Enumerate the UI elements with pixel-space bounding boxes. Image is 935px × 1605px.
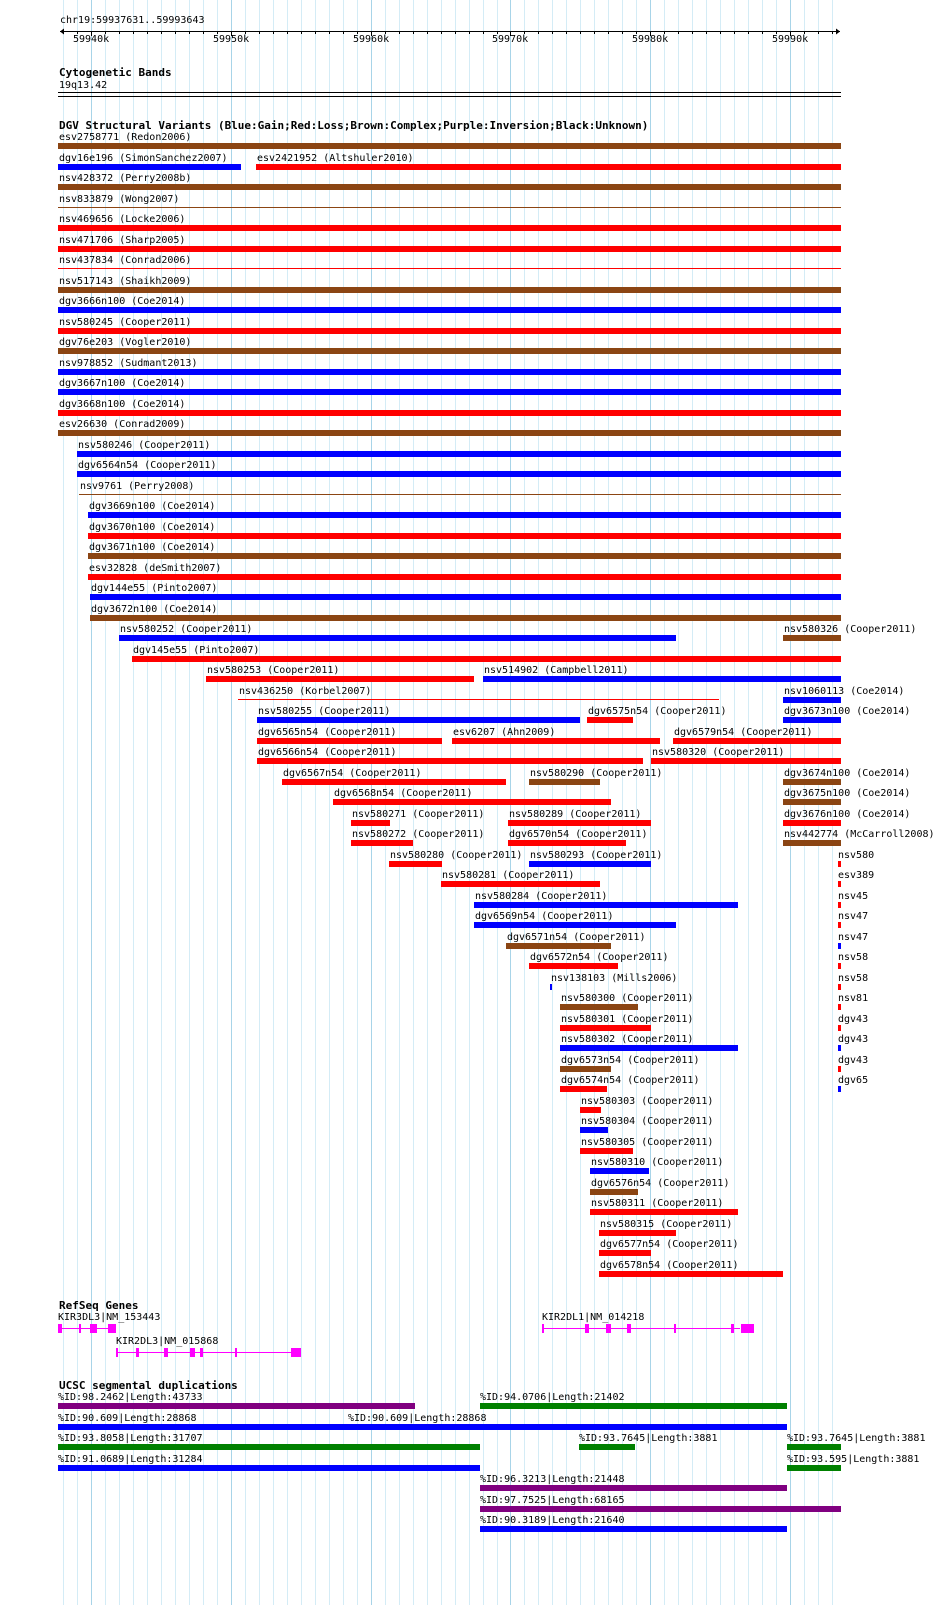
dgv-feature-label: nsv580310 (Cooper2011): [591, 1157, 724, 1168]
dgv-feature-label: dgv16e196 (SimonSanchez2007): [59, 152, 228, 164]
dgv-variant-bar[interactable]: [838, 963, 841, 969]
dgv-feature-label: dgv3667n100 (Coe2014): [59, 378, 186, 389]
dgv-variant-bar[interactable]: [257, 758, 643, 764]
dgv-feature-label: nsv580315 (Cooper2011): [600, 1218, 733, 1230]
dgv-feature-label: nsv428372 (Perry2008b): [59, 173, 192, 184]
gene-exon[interactable]: [542, 1324, 544, 1333]
gene-exon[interactable]: [136, 1348, 139, 1357]
segdup-bar[interactable]: [480, 1526, 787, 1532]
dgv-feature-label: nsv47: [838, 911, 869, 922]
dgv-variant-bar[interactable]: [282, 779, 506, 785]
dgv-feature-label: esv26630 (Conrad2009): [59, 419, 186, 430]
gene-exon[interactable]: [200, 1348, 203, 1357]
gene-exon[interactable]: [731, 1324, 734, 1333]
segdup-bar[interactable]: [787, 1465, 841, 1471]
dgv-feature-label: dgv3672n100 (Coe2014): [91, 603, 218, 615]
dgv-variant-bar[interactable]: [599, 1271, 783, 1277]
gene-exon[interactable]: [585, 1324, 589, 1333]
dgv-variant-bar[interactable]: [257, 717, 580, 723]
dgv-variant-bar[interactable]: [58, 207, 841, 208]
dgv-feature-label: nsv580255 (Cooper2011): [258, 706, 391, 717]
dgv-variant-bar[interactable]: [58, 307, 841, 313]
gene-exon[interactable]: [108, 1324, 116, 1333]
dgv-variant-bar[interactable]: [77, 451, 841, 457]
dgv-feature-label: nsv47: [838, 931, 869, 943]
dgv-variant-bar[interactable]: [838, 922, 841, 928]
dgv-feature-label: esv389: [838, 870, 875, 881]
segdup-label: %ID:90.609|Length:28868: [348, 1412, 487, 1424]
gene-exon[interactable]: [90, 1324, 97, 1333]
dgv-variant-bar[interactable]: [838, 1066, 841, 1072]
dgv-variant-bar[interactable]: [58, 348, 841, 354]
ruler-tick-label: 59970k: [492, 34, 529, 45]
gene-intron-line[interactable]: [116, 1352, 301, 1353]
dgv-feature-label: nsv580326 (Cooper2011): [784, 624, 917, 635]
dgv-variant-bar[interactable]: [580, 1107, 601, 1113]
dgv-variant-bar[interactable]: [333, 799, 611, 805]
segdup-label: %ID:93.7645|Length:3881: [579, 1433, 718, 1444]
segdup-bar[interactable]: [480, 1485, 787, 1491]
dgv-variant-bar[interactable]: [257, 738, 442, 744]
segdup-bar[interactable]: [348, 1424, 787, 1430]
dgv-variant-bar[interactable]: [58, 410, 841, 416]
dgv-variant-bar[interactable]: [783, 779, 841, 785]
gene-exon[interactable]: [79, 1324, 81, 1333]
dgv-feature-label: dgv43: [838, 1054, 869, 1066]
segdup-label: %ID:97.7525|Length:68165: [480, 1494, 625, 1506]
dgv-variant-bar[interactable]: [79, 494, 841, 495]
dgv-feature-label: dgv6571n54 (Cooper2011): [507, 931, 646, 943]
dgv-variant-bar[interactable]: [483, 676, 841, 682]
dgv-variant-bar[interactable]: [58, 268, 841, 269]
dgv-variant-bar[interactable]: [783, 820, 841, 826]
dgv-feature-label: nsv580293 (Cooper2011): [530, 849, 663, 861]
dgv-feature-label: dgv3673n100 (Coe2014): [784, 706, 911, 717]
segdup-bar[interactable]: [58, 1444, 480, 1450]
dgv-feature-label: nsv471706 (Sharp2005): [59, 234, 186, 246]
dgv-variant-bar[interactable]: [58, 184, 841, 190]
dgv-variant-bar[interactable]: [560, 1025, 651, 1031]
dgv-feature-label: dgv6577n54 (Cooper2011): [600, 1239, 739, 1250]
dgv-variant-bar[interactable]: [238, 699, 719, 700]
dgv-feature-label: nsv437834 (Conrad2006): [59, 255, 192, 266]
dgv-feature-label: nsv580271 (Cooper2011): [352, 808, 485, 820]
dgv-variant-bar[interactable]: [88, 574, 841, 580]
dgv-variant-bar[interactable]: [389, 861, 442, 867]
dgv-variant-bar[interactable]: [783, 840, 841, 846]
cytoband-label: 19q13.42: [59, 80, 108, 91]
segdup-label: %ID:90.3189|Length:21640: [480, 1515, 625, 1526]
dgv-feature-label: dgv145e55 (Pinto2007): [133, 644, 260, 656]
dgv-variant-bar[interactable]: [508, 840, 626, 846]
segdup-label: %ID:96.3213|Length:21448: [480, 1474, 625, 1485]
dgv-variant-bar[interactable]: [560, 1045, 738, 1051]
ruler-tick-label: 59960k: [353, 34, 390, 45]
dgv-feature-label: nsv9761 (Perry2008): [80, 480, 195, 492]
dgv-feature-label: nsv580305 (Cooper2011): [581, 1136, 714, 1148]
dgv-feature-label: dgv6564n54 (Cooper2011): [78, 460, 217, 471]
gene-label: KIR2DL3|NM_015868: [116, 1336, 219, 1347]
dgv-feature-label: nsv442774 (McCarroll2008): [784, 829, 935, 840]
dgv-feature-label: nsv58: [838, 952, 869, 963]
dgv-variant-bar[interactable]: [590, 1209, 738, 1215]
dgv-feature-label: nsv580303 (Cooper2011): [581, 1095, 714, 1107]
dgv-variant-bar[interactable]: [560, 1086, 607, 1092]
dgv-variant-bar[interactable]: [351, 820, 390, 826]
dgv-variant-bar[interactable]: [206, 676, 474, 682]
dgv-feature-label: dgv6579n54 (Cooper2011): [674, 726, 813, 738]
cytoband-track-title: Cytogenetic Bands: [59, 66, 172, 79]
dgv-feature-label: nsv45: [838, 890, 869, 902]
dgv-feature-label: esv2758771 (Redon2006): [59, 132, 192, 143]
dgv-feature-label: nsv580302 (Cooper2011): [561, 1034, 694, 1045]
dgv-variant-bar[interactable]: [351, 840, 413, 846]
dgv-variant-bar[interactable]: [58, 389, 841, 395]
dgv-variant-bar[interactable]: [838, 1086, 841, 1092]
dgv-variant-bar[interactable]: [441, 881, 600, 887]
ruler-position-label: chr19:59937631..59993643: [60, 15, 205, 26]
ruler-arrow-right-icon: [836, 29, 840, 35]
gene-exon[interactable]: [627, 1324, 631, 1333]
dgv-feature-label: dgv3671n100 (Coe2014): [89, 542, 216, 553]
ruler-tick-label: 59940k: [73, 34, 110, 45]
dgv-variant-bar[interactable]: [529, 861, 651, 867]
dgv-variant-bar[interactable]: [580, 1127, 608, 1133]
segdup-bar[interactable]: [58, 1424, 348, 1430]
dgv-variant-bar[interactable]: [58, 369, 841, 375]
dgv-variant-bar[interactable]: [560, 1066, 611, 1072]
dgv-variant-bar[interactable]: [838, 943, 841, 949]
dgv-variant-bar[interactable]: [590, 1168, 649, 1174]
dgv-feature-label: nsv580253 (Cooper2011): [207, 665, 340, 676]
dgv-variant-bar[interactable]: [838, 1045, 841, 1051]
dgv-variant-bar[interactable]: [119, 635, 676, 641]
dgv-feature-label: dgv6567n54 (Cooper2011): [283, 767, 422, 779]
dgv-variant-bar[interactable]: [590, 1189, 638, 1195]
dgv-feature-label: nsv517143 (Shaikh2009): [59, 275, 192, 287]
dgv-variant-bar[interactable]: [474, 902, 738, 908]
cytoband-line-top: [58, 92, 841, 93]
dgv-variant-bar[interactable]: [838, 984, 841, 990]
dgv-feature-label: nsv580304 (Cooper2011): [581, 1116, 714, 1127]
dgv-variant-bar[interactable]: [673, 738, 841, 744]
dgv-feature-label: dgv3668n100 (Coe2014): [59, 398, 186, 410]
gene-exon[interactable]: [674, 1324, 676, 1333]
gene-exon[interactable]: [235, 1348, 237, 1357]
dgv-feature-label: nsv1060113 (Coe2014): [784, 685, 905, 697]
dgv-variant-bar[interactable]: [783, 799, 841, 805]
segdup-label: %ID:93.8058|Length:31707: [58, 1433, 203, 1444]
dgv-variant-bar[interactable]: [58, 246, 841, 252]
dgv-feature-label: dgv3666n100 (Coe2014): [59, 296, 186, 307]
dgv-feature-label: nsv580301 (Cooper2011): [561, 1013, 694, 1025]
dgv-variant-bar[interactable]: [529, 963, 618, 969]
dgv-variant-bar[interactable]: [77, 471, 841, 477]
dgv-variant-bar[interactable]: [838, 881, 841, 887]
segdup-bar[interactable]: [58, 1465, 480, 1471]
dgv-variant-bar[interactable]: [90, 615, 841, 621]
dgv-variant-bar[interactable]: [88, 512, 841, 518]
dgv-feature-label: nsv580246 (Cooper2011): [78, 439, 211, 451]
segdup-bar[interactable]: [579, 1444, 635, 1450]
refseq-track-title: RefSeq Genes: [59, 1299, 139, 1312]
segdup-bar[interactable]: [480, 1506, 841, 1512]
gene-label: KIR3DL3|NM_153443: [58, 1312, 161, 1323]
ruler-tick-label: 59980k: [632, 34, 669, 45]
dgv-feature-label: dgv65: [838, 1075, 869, 1086]
dgv-variant-bar[interactable]: [838, 1004, 841, 1010]
segdup-track-title: UCSC segmental duplications: [59, 1379, 238, 1392]
dgv-feature-label: dgv144e55 (Pinto2007): [91, 583, 218, 594]
dgv-variant-bar[interactable]: [58, 164, 241, 170]
dgv-feature-label: dgv3669n100 (Coe2014): [89, 501, 216, 512]
dgv-feature-label: dgv6578n54 (Cooper2011): [600, 1259, 739, 1271]
dgv-variant-bar[interactable]: [560, 1004, 638, 1010]
segdup-label: %ID:91.0689|Length:31284: [58, 1453, 203, 1465]
dgv-feature-label: dgv3675n100 (Coe2014): [784, 788, 911, 799]
gene-intron-line[interactable]: [542, 1328, 740, 1329]
dgv-variant-bar[interactable]: [838, 902, 841, 908]
dgv-feature-label: nsv580252 (Cooper2011): [120, 624, 253, 635]
dgv-feature-label: dgv6570n54 (Cooper2011): [509, 829, 648, 840]
dgv-feature-label: dgv3676n100 (Coe2014): [784, 808, 911, 820]
cytoband-line-bottom: [58, 96, 841, 97]
dgv-feature-label: nsv514902 (Campbell2011): [484, 665, 629, 676]
dgv-feature-label: dgv76e203 (Vogler2010): [59, 337, 192, 348]
dgv-variant-bar[interactable]: [508, 820, 651, 826]
gene-exon[interactable]: [741, 1324, 754, 1333]
dgv-variant-bar[interactable]: [783, 697, 841, 703]
dgv-feature-label: nsv580290 (Cooper2011): [530, 767, 663, 779]
dgv-variant-bar[interactable]: [651, 758, 841, 764]
dgv-track-title: DGV Structural Variants (Blue:Gain;Red:Loss;Brown:Complex;Purple:Inversion;Black:Unknown): [59, 119, 649, 132]
coordinate-ruler[interactable]: [0, 26, 890, 46]
segdup-label: %ID:94.0706|Length:21402: [480, 1392, 625, 1403]
dgv-feature-label: nsv580289 (Cooper2011): [509, 808, 642, 820]
dgv-variant-bar[interactable]: [838, 861, 841, 867]
segdup-label: %ID:90.609|Length:28868: [58, 1412, 197, 1424]
dgv-variant-bar[interactable]: [58, 287, 841, 293]
dgv-variant-bar[interactable]: [783, 717, 841, 723]
dgv-feature-label: dgv6575n54 (Cooper2011): [588, 706, 727, 717]
dgv-feature-label: dgv3670n100 (Coe2014): [89, 521, 216, 533]
dgv-feature-label: nsv580300 (Cooper2011): [561, 993, 694, 1004]
dgv-feature-label: nsv833879 (Wong2007): [59, 193, 180, 205]
segdup-label: %ID:93.7645|Length:3881: [787, 1433, 926, 1444]
segdup-label: %ID:93.595|Length:3881: [787, 1453, 920, 1465]
gene-label: KIR2DL1|NM_014218: [542, 1312, 645, 1323]
dgv-feature-label: dgv3674n100 (Coe2014): [784, 767, 911, 779]
dgv-feature-label: nsv580284 (Cooper2011): [475, 890, 608, 902]
dgv-feature-label: esv2421952 (Altshuler2010): [257, 152, 414, 164]
dgv-variant-bar[interactable]: [580, 1148, 633, 1154]
gene-exon[interactable]: [116, 1348, 118, 1357]
dgv-variant-bar[interactable]: [838, 1025, 841, 1031]
segdup-label: %ID:98.2462|Length:43733: [58, 1392, 203, 1403]
dgv-variant-bar[interactable]: [58, 225, 841, 231]
dgv-feature-label: nsv436250 (Korbel2007): [239, 685, 372, 697]
dgv-feature-label: nsv580320 (Cooper2011): [652, 747, 785, 758]
dgv-feature-label: dgv6566n54 (Cooper2011): [258, 747, 397, 758]
dgv-feature-label: dgv43: [838, 1013, 869, 1025]
dgv-feature-label: esv6207 (Ahn2009): [453, 726, 556, 738]
dgv-variant-bar[interactable]: [587, 717, 633, 723]
dgv-variant-bar[interactable]: [452, 738, 660, 744]
dgv-variant-bar[interactable]: [58, 430, 841, 436]
dgv-feature-label: dgv6572n54 (Cooper2011): [530, 952, 669, 963]
dgv-variant-bar[interactable]: [58, 328, 841, 334]
gene-exon[interactable]: [164, 1348, 168, 1357]
dgv-variant-bar[interactable]: [529, 779, 600, 785]
ruler-tick-label: 59990k: [772, 34, 809, 45]
dgv-feature-label: dgv6565n54 (Cooper2011): [258, 726, 397, 738]
dgv-feature-label: nsv580311 (Cooper2011): [591, 1198, 724, 1209]
dgv-feature-label: nsv138103 (Mills2006): [551, 972, 678, 984]
dgv-variant-bar[interactable]: [599, 1250, 651, 1256]
dgv-variant-bar[interactable]: [90, 594, 841, 600]
dgv-feature-label: nsv580280 (Cooper2011): [390, 849, 523, 861]
dgv-feature-label: dgv6573n54 (Cooper2011): [561, 1054, 700, 1066]
dgv-variant-bar[interactable]: [783, 635, 841, 641]
dgv-feature-label: nsv469656 (Locke2006): [59, 214, 186, 225]
dgv-feature-label: dgv6569n54 (Cooper2011): [475, 911, 614, 922]
gene-exon[interactable]: [606, 1324, 611, 1333]
dgv-variant-bar[interactable]: [256, 164, 841, 170]
segdup-bar[interactable]: [480, 1403, 787, 1409]
segdup-bar[interactable]: [787, 1444, 841, 1450]
dgv-variant-bar[interactable]: [132, 656, 841, 662]
dgv-variant-bar[interactable]: [88, 553, 841, 559]
dgv-variant-bar[interactable]: [599, 1230, 676, 1236]
dgv-feature-label: nsv580: [838, 849, 875, 861]
dgv-feature-label: nsv580245 (Cooper2011): [59, 316, 192, 328]
gene-exon[interactable]: [291, 1348, 301, 1357]
dgv-feature-label: dgv6574n54 (Cooper2011): [561, 1075, 700, 1086]
dgv-variant-bar[interactable]: [550, 984, 552, 990]
dgv-feature-label: dgv43: [838, 1034, 869, 1045]
dgv-feature-label: nsv58: [838, 972, 869, 984]
ruler-tick-label: 59950k: [213, 34, 250, 45]
gene-exon[interactable]: [190, 1348, 195, 1357]
dgv-variant-bar[interactable]: [474, 922, 676, 928]
segdup-bar[interactable]: [58, 1403, 415, 1409]
dgv-variant-bar[interactable]: [88, 533, 841, 539]
dgv-feature-label: dgv6576n54 (Cooper2011): [591, 1177, 730, 1189]
dgv-feature-label: nsv81: [838, 993, 869, 1004]
dgv-variant-bar[interactable]: [58, 143, 841, 149]
dgv-feature-label: esv32828 (deSmith2007): [89, 562, 222, 574]
dgv-feature-label: nsv978852 (Sudmant2013): [59, 357, 198, 369]
dgv-variant-bar[interactable]: [506, 943, 611, 949]
dgv-feature-label: dgv6568n54 (Cooper2011): [334, 788, 473, 799]
dgv-feature-label: nsv580281 (Cooper2011): [442, 870, 575, 881]
dgv-feature-label: nsv580272 (Cooper2011): [352, 829, 485, 840]
gene-exon[interactable]: [58, 1324, 62, 1333]
